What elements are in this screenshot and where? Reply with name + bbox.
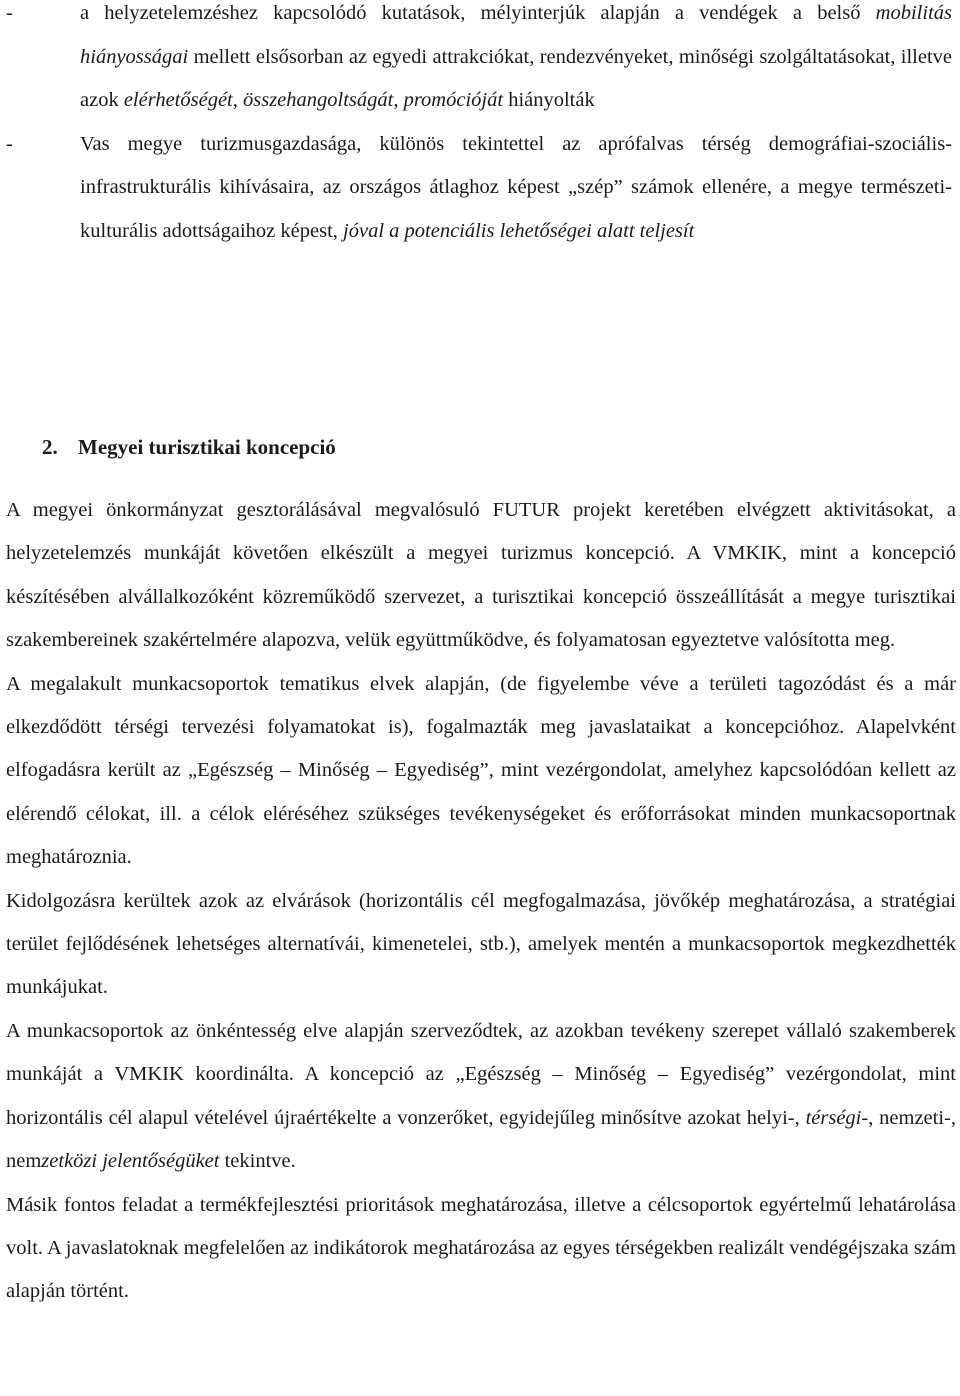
bullet-item	[0, 0, 960, 123]
section-number: 2.	[42, 435, 58, 459]
paragraph: Kidolgozásra kerültek azok az elvárások (horizontális cél megfogalmazása, jövőkép meghatározása, a stratégiai terület fejlődésének lehetséges alternatívái, kimenetelei, stb.), amelyek mentén a munkacsoportok megkezdhették munkájukat.	[6, 889, 956, 999]
body-text	[6, 489, 956, 1314]
paragraph: Másik fontos feladat a termékfejlesztési prioritások meghatározása, illetve a célcsoportok egyértelmű lehatárolása volt. A javaslatoknak megfelelően az indikátorok meghatározása az egyes térségekben realizált vendégéjszaka szám alapján történt.	[6, 1193, 956, 1303]
paragraph: A megalakult munkacsoportok tematikus elvek alapján, (de figyelembe véve a területi tagozódást és a már elkezdődött térségi tervezési folyamatokat is), fogalmazták meg javaslataikat a koncepcióhoz. Alapelvként elfogadásra került az „Egészség – Minőség – Egyediség”, mint vezérgondolat, amelyhez kapcsolódóan kellett az elérendő célokat, ill. a célok eléréséhez szükséges tevékenységeket és erőforrásokat minden munkacsoportnak meghatároznia.	[6, 672, 956, 869]
section-title: Megyei turisztikai koncepció	[78, 435, 336, 459]
bullet-dash: -	[6, 132, 13, 155]
bullet-item	[0, 123, 960, 254]
paragraph: A munkacsoportok az önkéntesség elve alapján szerveződtek, az azokban tevékeny szerepet vállaló szakemberek munkáját a VMKIK koordinálta. A koncepció az „Egészség – Minőség – Egyediség” vezérgondolat, mint horizontális cél alapul vételével újraértékelte a vonzerőket, egyidejűleg minősítve azokat helyi-, térségi-, nemzeti-, nemzetközi jelentőségüket tekintve.	[6, 1019, 956, 1173]
bullet-list	[0, 0, 960, 253]
bullet-text: a helyzetelemzéshez kapcsolódó kutatások, mélyinterjúk alapján a vendégek a belső mobilitás hiányosságai mellett elsősorban az egyedi attrakciókat, rendezvényeket, minőségi szolgáltatásokat, illetve azok elérhetőségét, összehangoltságát, promócióját hiányolták	[80, 2, 952, 111]
bullet-dash: -	[6, 2, 13, 24]
bullet-text: Vas megye turizmusgazdasága, különös tekintettel az aprófalvas térség demográfiai-szociális-infrastrukturális kihívásaira, az országos átlaghoz képest „szép” számok ellenére, a megye természeti-kulturális adottságaihoz képest, jóval a potenciális lehetőségei alatt teljesít	[80, 132, 952, 242]
section-heading	[42, 426, 336, 469]
paragraph: A megyei önkormányzat gesztorálásával megvalósuló FUTUR projekt keretében elvégzett aktivitásokat, a helyzetelemzés munkáját követően elkészült a megyei turizmus koncepció. A VMKIK, mint a koncepció készítésében alvállalkozóként közreműködő szervezet, a turisztikai koncepció összeállítását a megye turisztikai szakembereinek szakértelmére alapozva, velük együttműködve, és folyamatosan egyeztetve valósította meg.	[6, 499, 956, 652]
